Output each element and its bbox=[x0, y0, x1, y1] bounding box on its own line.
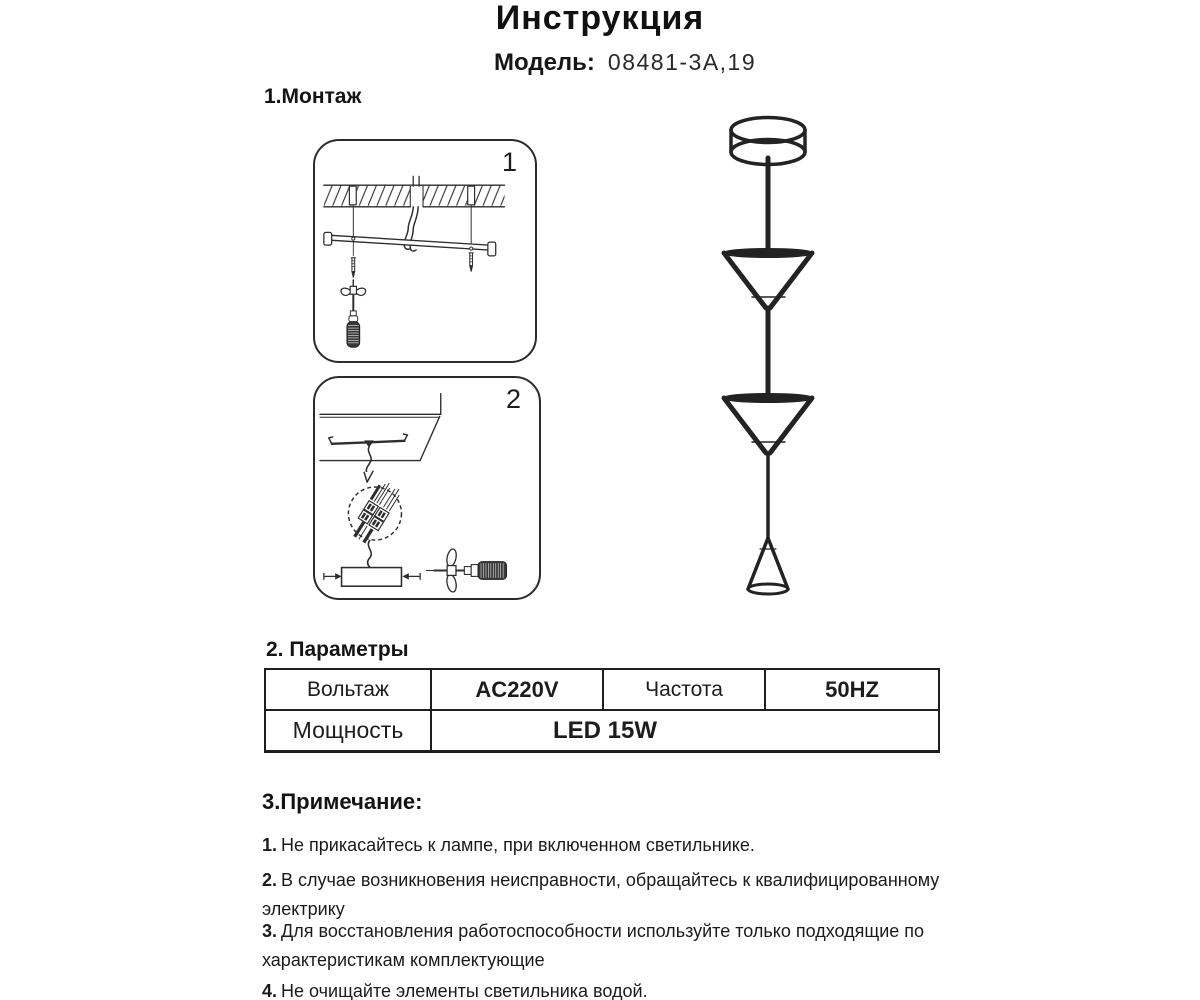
step2-number: 2 bbox=[505, 384, 521, 414]
note-2-number: 2. bbox=[262, 870, 278, 890]
note-1-number: 1. bbox=[262, 835, 278, 855]
voltage-value: AC220V bbox=[430, 670, 602, 709]
model-label: Модель: bbox=[494, 49, 595, 76]
lamp-shade-bottom bbox=[748, 538, 788, 594]
wire-clip bbox=[341, 279, 366, 295]
note-3-number: 3. bbox=[262, 921, 278, 941]
parameters-heading: 2. Параметры bbox=[266, 638, 409, 661]
canopy-base bbox=[324, 568, 420, 587]
frequency-value: 50HZ bbox=[764, 670, 938, 709]
note-3-text-line-2: характеристикам комплектующие bbox=[262, 950, 545, 970]
mounting-step1-figure bbox=[313, 139, 537, 363]
step1-number: 1 bbox=[501, 147, 517, 177]
mounting-heading: 1.Монтаж bbox=[264, 85, 362, 108]
note-2-text-line-1: В случае возникновения неисправности, обращайтесь к квалифицированному bbox=[281, 870, 940, 890]
anchor-screw-right bbox=[469, 253, 474, 272]
note-3-text-line-1: Для восстановления работоспособности используйте только подходящие по bbox=[281, 921, 925, 941]
lamp-shade-middle bbox=[724, 394, 812, 453]
note-item-1 bbox=[262, 831, 962, 860]
model-value: 08481-3A,19 bbox=[607, 49, 757, 75]
notes-heading: 3.Примечание: bbox=[262, 789, 423, 814]
power-value: LED 15W bbox=[430, 711, 938, 750]
mounted-bracket bbox=[329, 434, 408, 447]
note-2-text-line-2: электрику bbox=[262, 899, 345, 919]
lamp-shade-upper bbox=[724, 249, 812, 308]
screwdriver-horizontal bbox=[426, 548, 507, 593]
note-item-4 bbox=[262, 977, 962, 1000]
down-arrow-icon bbox=[364, 471, 373, 482]
ceiling-slab bbox=[320, 394, 441, 461]
voltage-label: Вольтаж bbox=[307, 677, 389, 701]
wire-to-canopy bbox=[368, 540, 372, 568]
model-row bbox=[494, 49, 756, 77]
anchor-screw-left bbox=[351, 258, 356, 278]
pendant-lamp-drawing bbox=[690, 100, 850, 610]
parameters-row-1 bbox=[266, 670, 938, 711]
frequency-label: Частота bbox=[602, 670, 764, 709]
mounting-step2-figure bbox=[313, 376, 541, 600]
wire-clip-on-screwdriver bbox=[445, 548, 457, 593]
power-label: Мощность bbox=[292, 717, 404, 743]
page-title: Инструкция bbox=[495, 0, 705, 37]
note-4-number: 4. bbox=[262, 981, 278, 1000]
note-item-2 bbox=[262, 866, 962, 924]
note-4-text: Не очищайте элементы светильника водой. bbox=[281, 981, 648, 1000]
parameters-row-2 bbox=[266, 711, 938, 750]
note-item-3 bbox=[262, 917, 962, 975]
screwdriver-vertical bbox=[347, 294, 360, 347]
parameters-table bbox=[264, 668, 940, 753]
note-1-text: Не прикасайтесь к лампе, при включенном светильнике. bbox=[281, 835, 755, 855]
hanging-wire bbox=[364, 447, 373, 482]
